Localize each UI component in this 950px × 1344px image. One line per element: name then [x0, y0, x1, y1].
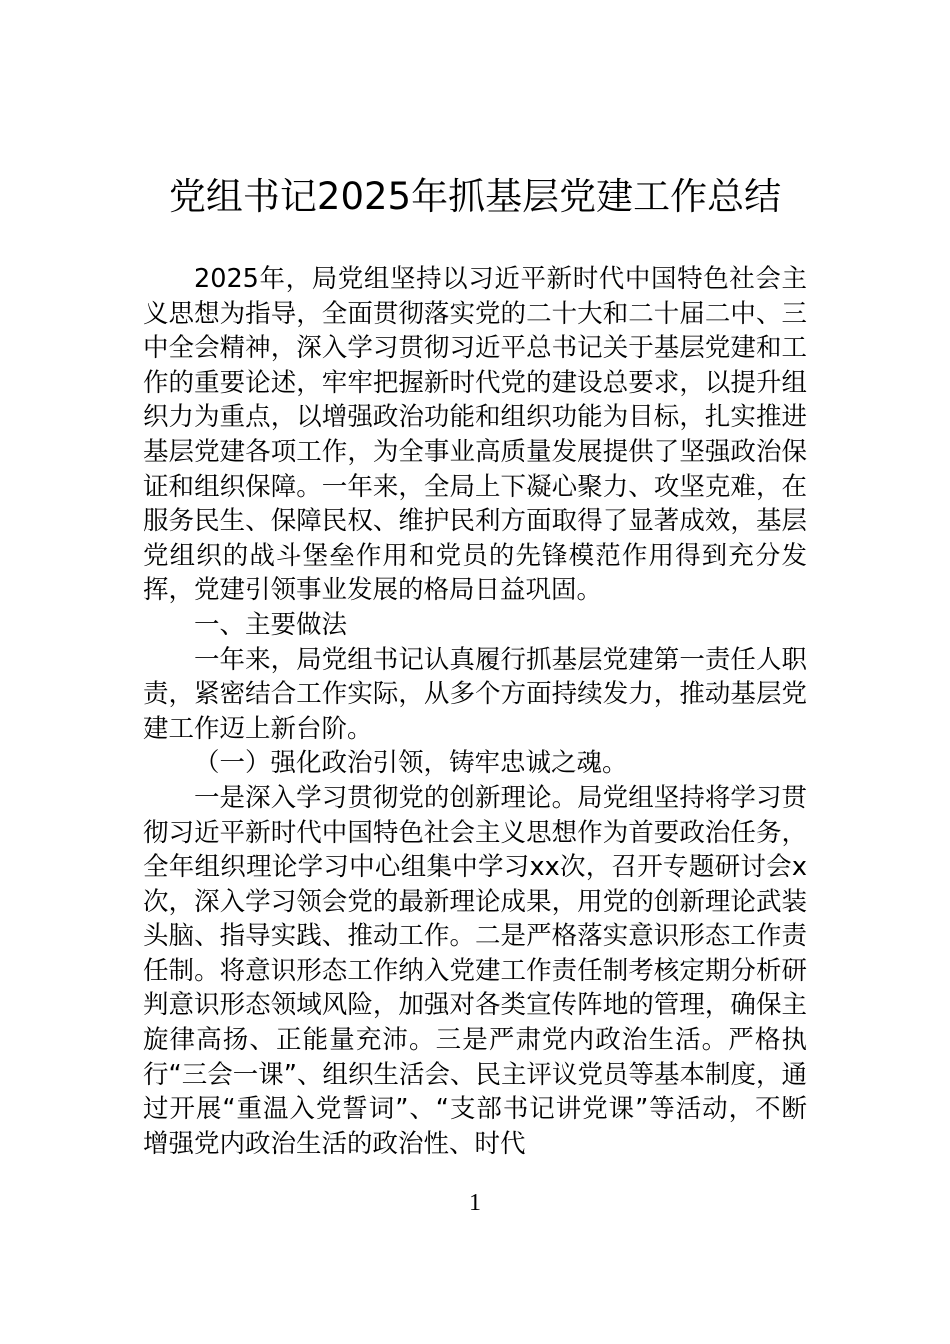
section-heading-main-practices: 一、主要做法 [194, 609, 348, 640]
document-title: 党组书记2025年抓基层党建工作总结 [168, 175, 782, 218]
page-number: 1 [469, 1190, 481, 1216]
document-body [143, 262, 807, 1161]
subsection-body-paragraph: 一是深入学习贯彻党的创新理论。局党组坚持将学习贯彻习近平新时代中国特色社会主义思想作为首要政治任务，全年组织理论学习中心组集中学习xx次，召开专题研讨会x次，深入学习领会党的最新理论成果，用党的创新理论武装头脑、指导实践、推动工作。二是严格落实意识形态工作责任制。将意识形态工作纳入党建工作责任制考核定期分析研判意识形态领域风险，加强对各类宣传阵地的管理，确保主旋律高扬、正能量充沛。三是严肃党内政治生活。严格执行“三会一课”、组织生活会、民主评议党员等基本制度，通过开展“重温入党誓词”、“支部书记讲党课”等活动，不断增强党内政治生活的政治性、时代 [143, 782, 807, 1159]
intro-paragraph: 2025年，局党组坚持以习近平新时代中国特色社会主义思想为指导，全面贯彻落实党的二十大和二十届二中、三中全会精神，深入学习贯彻习近平总书记关于基层党建和工作的重要论述，牢牢把握新时代党的建设总要求，以提升组织力为重点，以增强政治功能和组织功能为目标，扎实推进基层党建各项工作，为全事业高质量发展提供了坚强政治保证和组织保障。一年来，全局上下凝心聚力、攻坚克难，在服务民生、保障民权、维护民利方面取得了显著成效，基层党组织的战斗堡垒作用和党员的先锋模范作用得到充分发挥，党建引领事业发展的格局日益巩固。 [143, 264, 807, 606]
subsection-heading-political-leadership: （一）强化政治引领，铸牢忠诚之魂。 [194, 748, 628, 779]
section-intro-paragraph: 一年来，局党组书记认真履行抓基层党建第一责任人职责，紧密结合工作实际，从多个方面持续发力，推动基层党建工作迈上新台阶。 [143, 644, 807, 744]
